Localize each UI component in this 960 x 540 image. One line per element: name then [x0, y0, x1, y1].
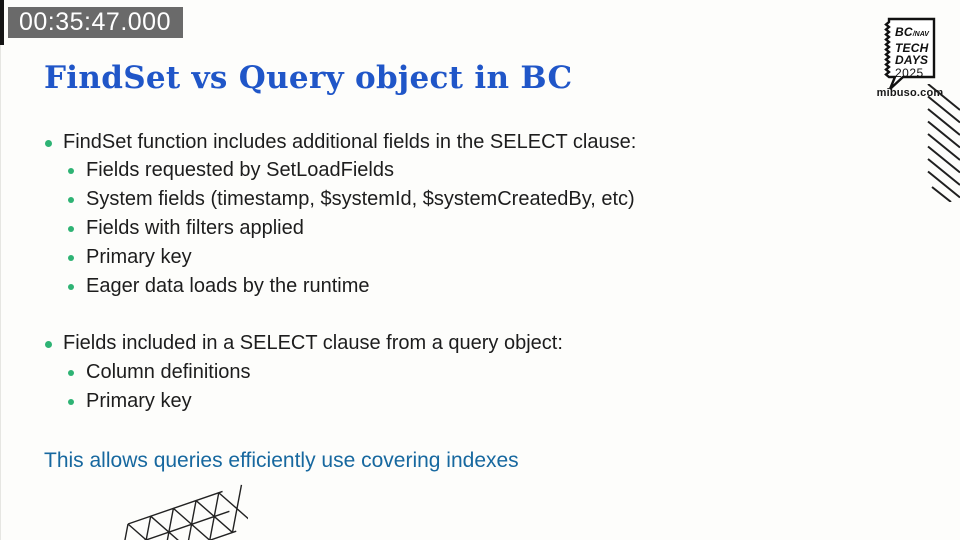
- bullet-item: Eager data loads by the runtime: [68, 272, 370, 301]
- slide-title: FindSet vs Query object in BC: [44, 60, 573, 96]
- mibuso-site-label: mibuso.com: [876, 87, 944, 99]
- left-edge-bar: [0, 0, 4, 45]
- bullet-item: Fields requested by SetLoadFields: [68, 156, 394, 185]
- bullet-section1-heading: FindSet function includes additional fields in the SELECT clause:: [45, 128, 636, 157]
- bullet-item: System fields (timestamp, $systemId, $systemCreatedBy, etc): [68, 185, 635, 214]
- logo-bc: BC: [895, 25, 913, 39]
- diagonal-hatch-decoration: [922, 84, 960, 202]
- logo-text: [895, 26, 935, 79]
- bullet-item: Column definitions: [68, 358, 251, 387]
- logo-days: DAYS: [895, 53, 929, 67]
- bullet-item: Fields with filters applied: [68, 214, 304, 243]
- bullet-item: Primary key: [68, 387, 192, 416]
- left-edge-line: [0, 45, 1, 540]
- bullet-section2-heading: Fields included in a SELECT clause from a query object:: [45, 329, 563, 358]
- logo-year: 2025: [895, 65, 924, 80]
- logo-nav: /NAV: [912, 31, 929, 38]
- video-timestamp-overlay: 00:35:47.000: [8, 7, 183, 38]
- bullet-item: Primary key: [68, 243, 192, 272]
- callout-text: This allows queries efficiently use covering indexes: [44, 449, 519, 472]
- logo-tech: TECH: [895, 40, 929, 55]
- triangle-mesh-decoration: [118, 478, 248, 540]
